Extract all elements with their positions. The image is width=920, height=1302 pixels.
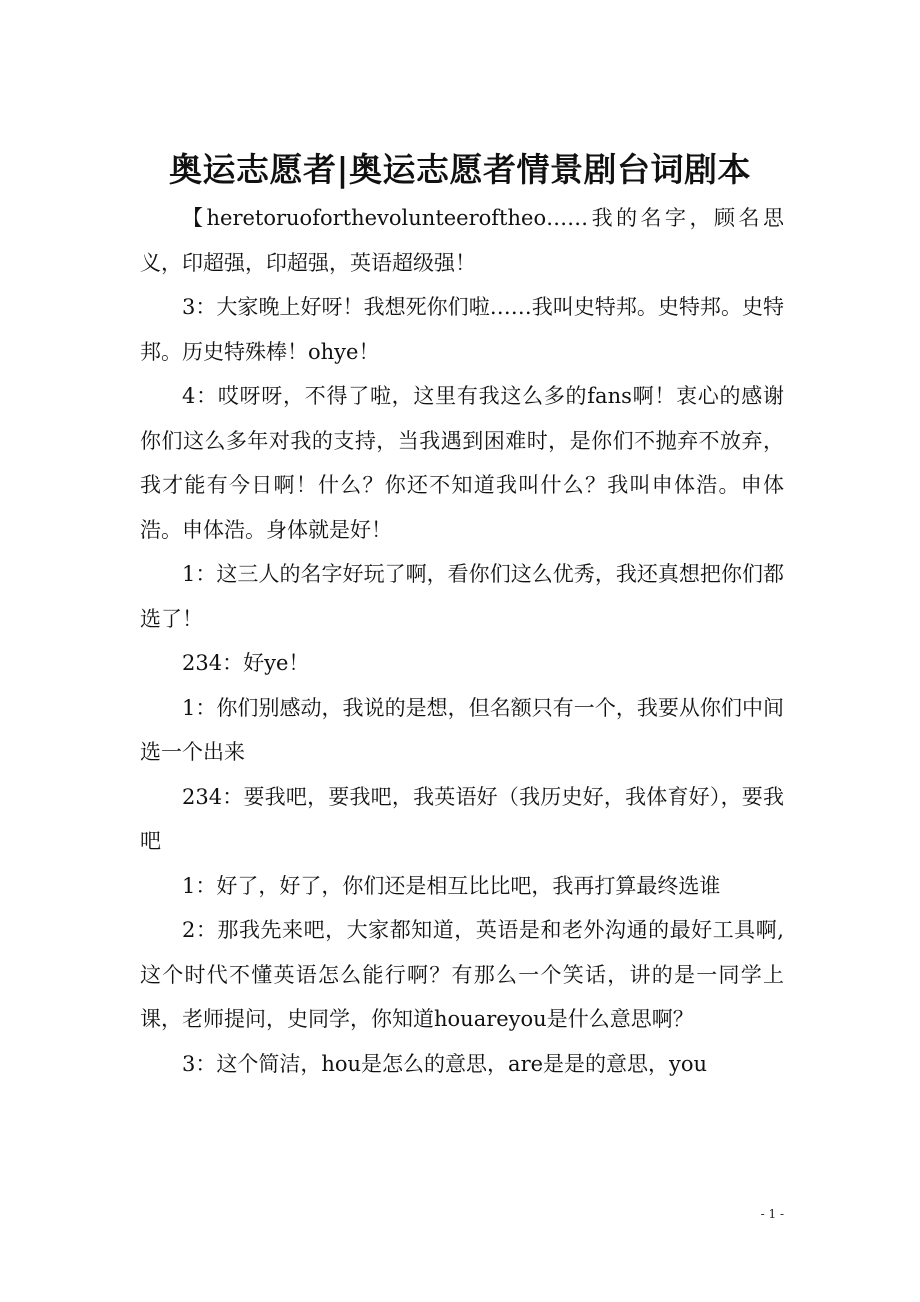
paragraph: 3：大家晚上好呀！我想死你们啦……我叫史特邦。史特邦。史特邦。历史特殊棒！ohye！ — [140, 295, 784, 364]
document-title: 奥运志愿者|奥运志愿者情景剧台词剧本 — [168, 150, 751, 190]
paragraph: 4：哎呀呀，不得了啦，这里有我这么多的fans啊！衷心的感谢你们这么多年对我的支持，当我遇到困难时，是你们不抛弃不放弃，我才能有今日啊！什么？你还不知道我叫什么？我叫申体浩。申体浩。申体浩。身体就是好！ — [140, 384, 784, 542]
paragraph: 3：这个简洁，hou是怎么的意思，are是是的意思，you — [182, 1051, 708, 1076]
paragraph: 1：你们别感动，我说的是想，但名额只有一个，我要从你们中间选一个出来 — [140, 695, 784, 764]
document-body — [140, 196, 784, 1086]
paragraph: 234：要我吧，要我吧，我英语好（我历史好，我体育好），要我吧 — [140, 784, 784, 853]
paragraph: 1：好了，好了，你们还是相互比比吧，我再打算最终选谁 — [182, 873, 721, 898]
paragraph: 1：这三人的名字好玩了啊，看你们这么优秀，我还真想把你们都选了！ — [140, 562, 784, 631]
page-number: - 1 - — [760, 1207, 784, 1221]
paragraph: 234：好ye！ — [182, 651, 310, 675]
paragraph: 2：那我先来吧，大家都知道，英语是和老外沟通的最好工具啊,这个时代不懂英语怎么能行啊？有那么一个笑话，讲的是一同学上课，老师提问，史同学，你知道houareyou是什么意思啊？ — [140, 918, 784, 1031]
paragraph: 【heretoruoforthevolunteeroftheo……我的名字，顾名思义，印超强，印超强，英语超级强！ — [140, 206, 784, 275]
